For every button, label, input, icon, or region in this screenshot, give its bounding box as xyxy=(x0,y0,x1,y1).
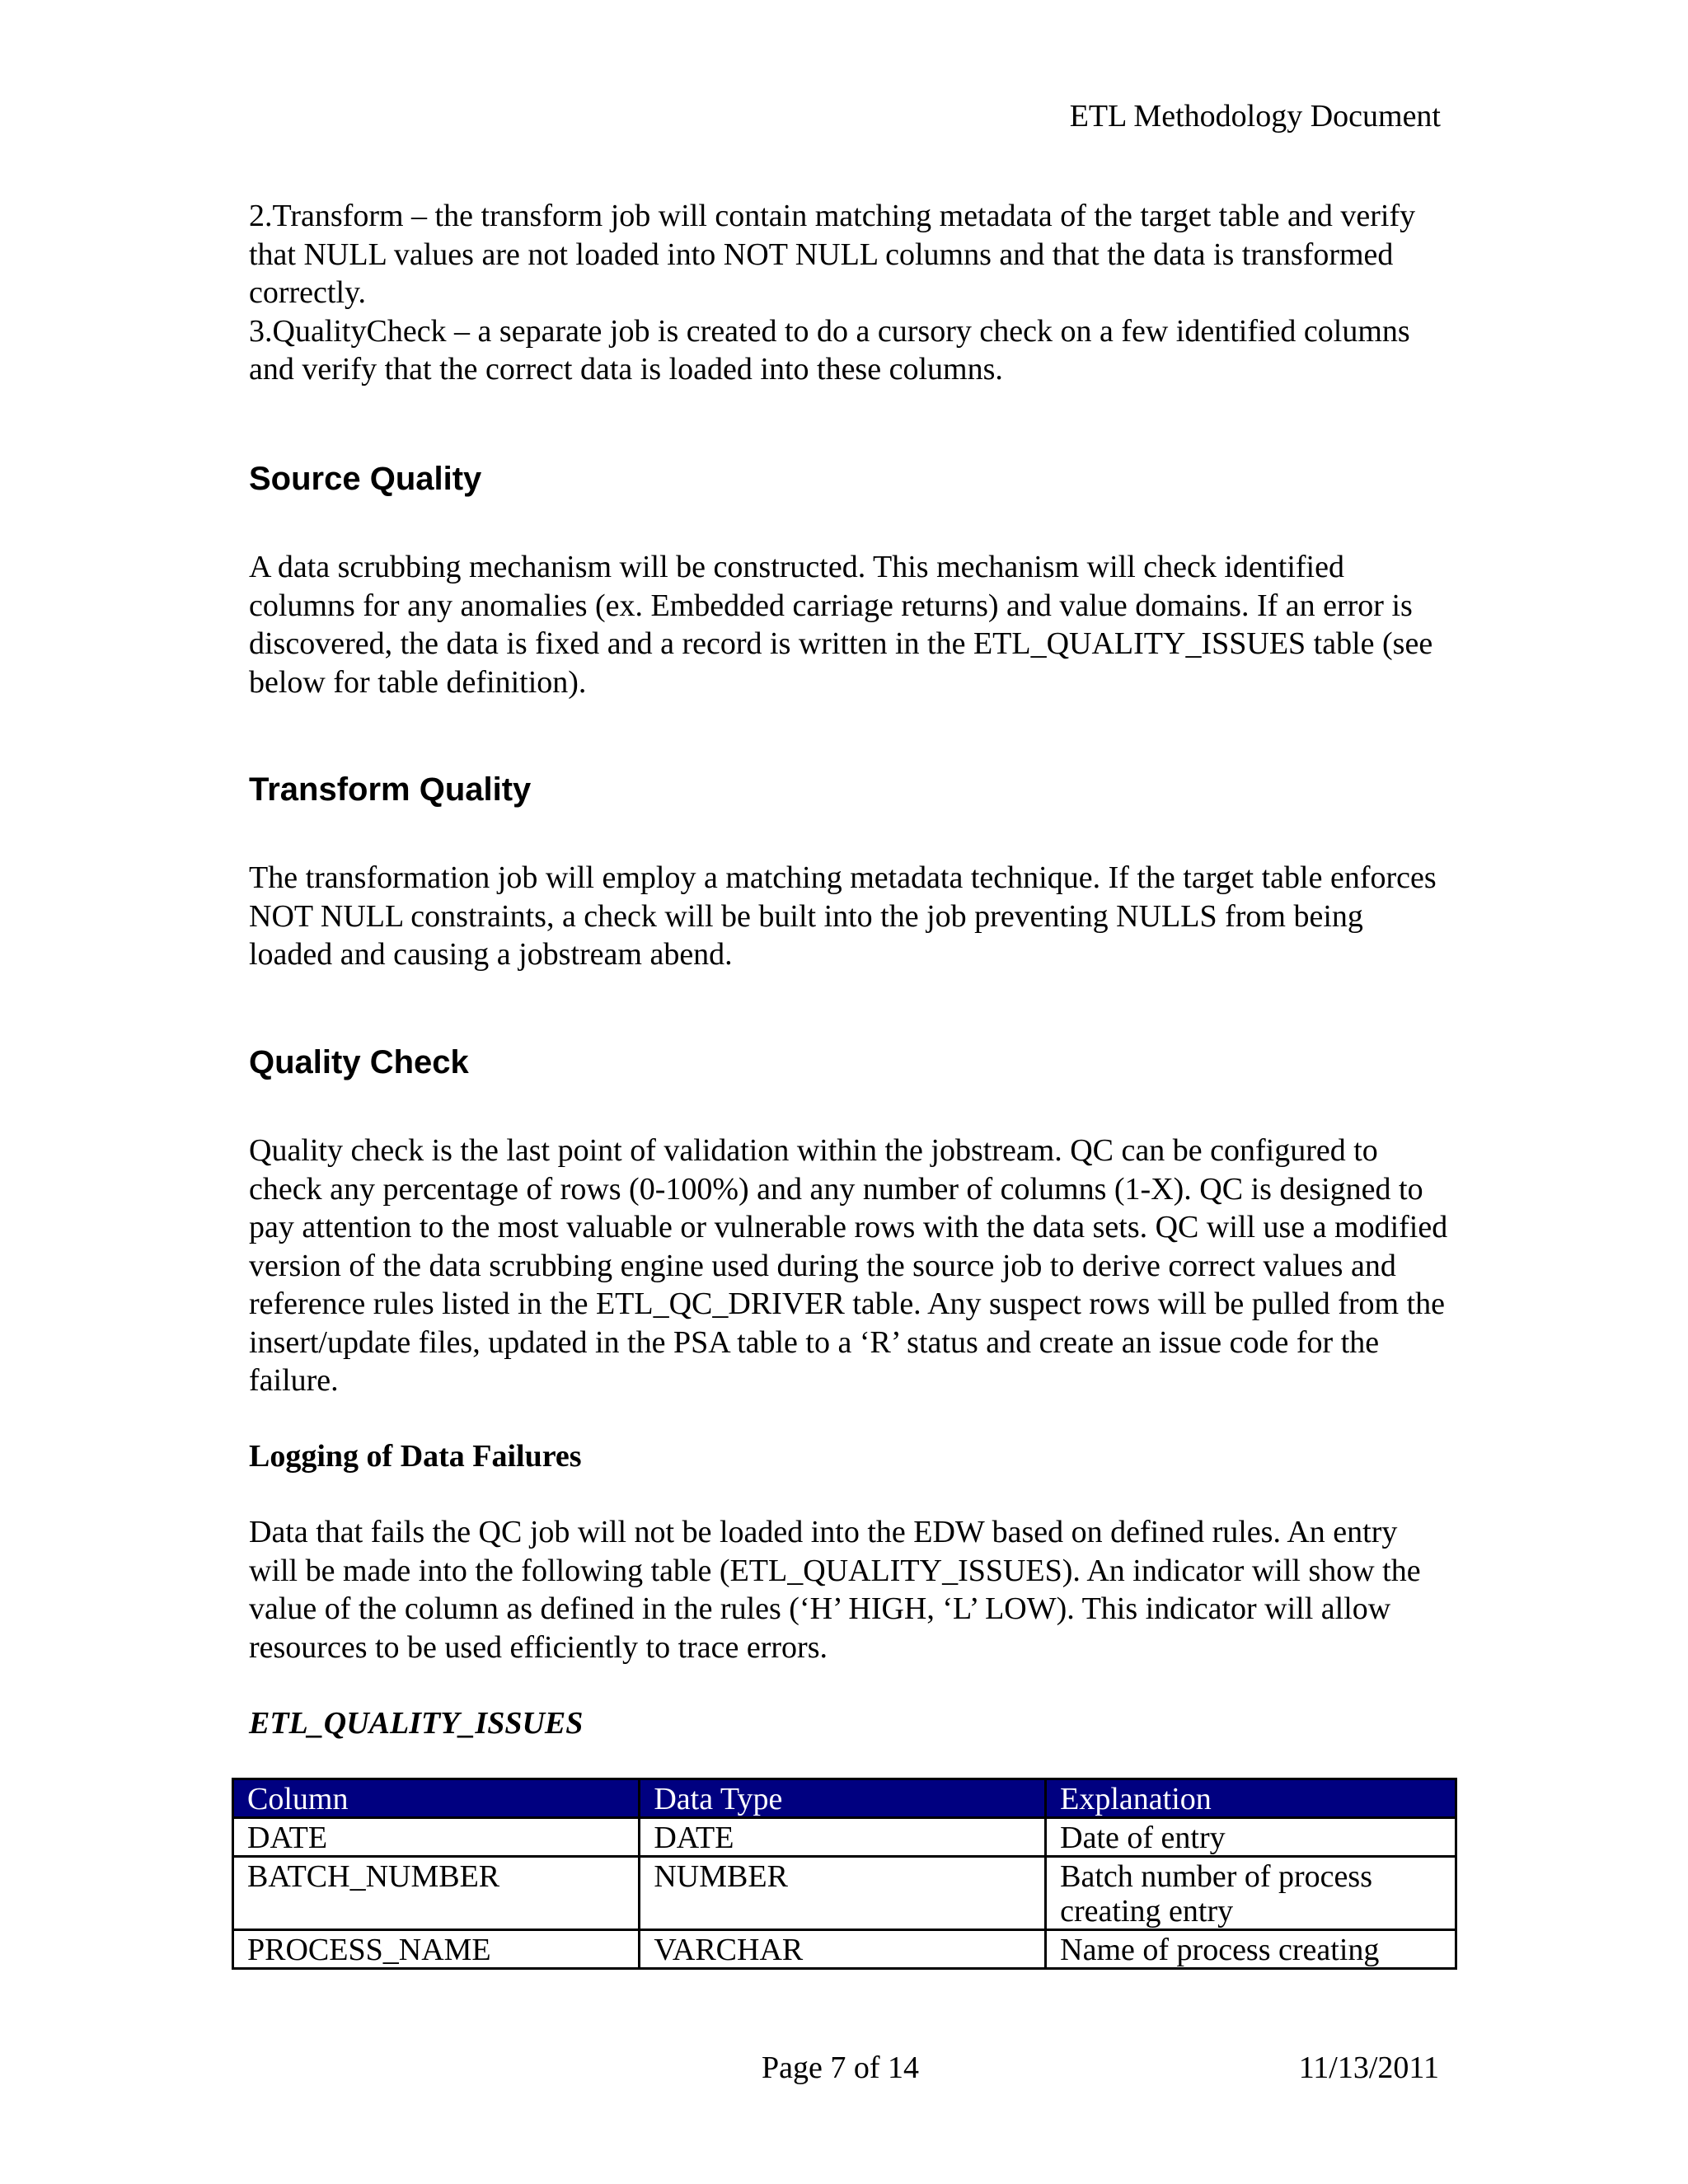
transform-quality-text: The transformation job will employ a matching metadata technique. If the target table enforces NOT NULL constraints, a check will be built into the job preventing NULLS from being loaded and causing a jobstream abend. xyxy=(249,860,1437,972)
table-row xyxy=(233,1818,1456,1857)
table-cell: Date of entry xyxy=(1046,1818,1456,1857)
table-row xyxy=(233,1930,1456,1969)
table-cell: DATE xyxy=(640,1818,1046,1857)
quality-check-heading: Quality Check xyxy=(249,1044,469,1080)
table-cell: Batch number of process creating entry xyxy=(1046,1857,1456,1930)
transform-quality-heading: Transform Quality xyxy=(249,771,532,808)
quality-issues-table xyxy=(232,1778,1457,1970)
table-cell: NUMBER xyxy=(640,1857,1046,1930)
table-cell: VARCHAR xyxy=(640,1930,1046,1969)
intro-item-transform: 2.Transform – the transform job will contain matching metadata of the target table and verify that NULL values are not loaded into NOT NULL columns and that the data is transformed correctly. xyxy=(249,199,1416,310)
logging-paragraph xyxy=(249,1513,1452,1666)
intro-item-quality-check: 3.QualityCheck – a separate job is created to do a cursory check on a few identified columns and verify that the correct data is loaded into these columns. xyxy=(249,313,1410,387)
source-quality-heading: Source Quality xyxy=(249,461,482,497)
footer-date: 11/13/2011 xyxy=(1298,2050,1439,2085)
page-header: ETL Methodology Document xyxy=(1069,99,1441,134)
page-number: Page 7 of 14 xyxy=(762,2050,920,2085)
column-header: Data Type xyxy=(640,1779,1046,1818)
source-quality-text: A data scrubbing mechanism will be constructed. This mechanism will check identified columns for any anomalies (ex. Embedded carriage returns) and value domains. If an error is discovered, the data is fixed and a record is written in the ETL_QUALITY_ISSUES table (see below for table definition). xyxy=(249,550,1433,700)
table-cell: DATE xyxy=(233,1818,640,1857)
table-cell: PROCESS_NAME xyxy=(233,1930,640,1969)
column-header: Column xyxy=(233,1779,640,1818)
logging-text: Data that fails the QC job will not be loaded into the EDW based on defined rules. An entry will be made into the following table (ETL_QUALITY_ISSUES). An indicator will show the value of the column as defined in the rules (‘H’ HIGH, ‘L’ LOW). This indicator will allow resources to be used efficiently to trace errors. xyxy=(249,1515,1421,1665)
table-row xyxy=(233,1857,1456,1930)
logging-heading: Logging of Data Failures xyxy=(249,1439,582,1474)
quality-check-text: Quality check is the last point of validation within the jobstream. QC can be configured to check any percentage of rows (0-100%) and any number of columns (1-X). QC is designed to pay attention to the most valuable or vulnerable rows with the data sets. QC will use a modified version of the data scrubbing engine used during the source job to derive correct values and reference rules listed in the ETL_QC_DRIVER table. Any suspect rows will be pulled from the insert/update files, updated in the PSA table to a ‘R’ status and create an issue code for the failure. xyxy=(249,1133,1448,1398)
intro-list xyxy=(249,197,1452,389)
table-cell: Name of process creating xyxy=(1046,1930,1456,1969)
table-header-row xyxy=(233,1779,1456,1818)
table-caption: ETL_QUALITY_ISSUES xyxy=(249,1706,584,1741)
source-quality-paragraph xyxy=(249,548,1452,701)
transform-quality-paragraph xyxy=(249,859,1452,974)
table-cell: BATCH_NUMBER xyxy=(233,1857,640,1930)
quality-check-paragraph xyxy=(249,1132,1452,1400)
column-header: Explanation xyxy=(1046,1779,1456,1818)
